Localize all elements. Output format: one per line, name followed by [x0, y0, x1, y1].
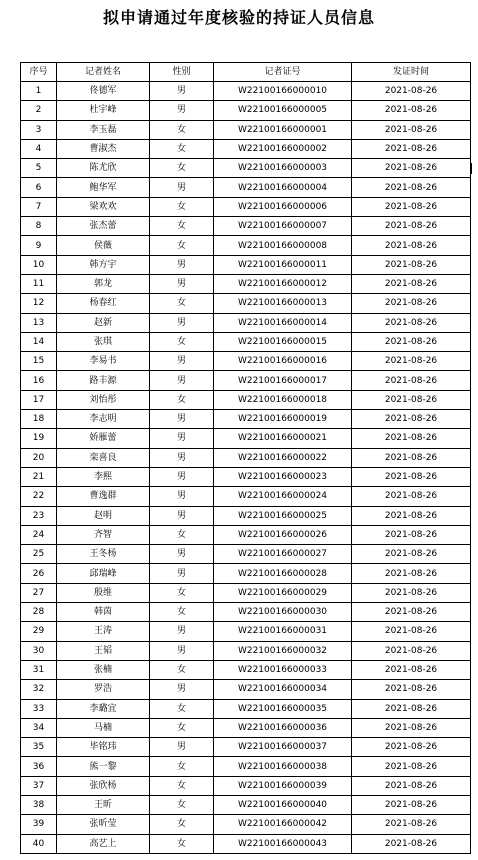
cell-issue-date: 2021-08-26: [352, 159, 471, 178]
table-row: [21, 352, 471, 371]
cell-reporter-name: 李易书: [57, 352, 150, 371]
cell-press-card-number: W22100166000019: [214, 410, 352, 429]
header-press-card-number: 记者证号: [214, 63, 352, 82]
cell-seq: 22: [21, 487, 57, 506]
cell-gender: 女: [150, 197, 214, 216]
cell-reporter-name: 王昕: [57, 795, 150, 814]
cell-press-card-number: W22100166000040: [214, 795, 352, 814]
cell-seq: 21: [21, 467, 57, 486]
cell-press-card-number: W22100166000028: [214, 564, 352, 583]
cell-seq: 12: [21, 294, 57, 313]
cell-seq: 37: [21, 776, 57, 795]
cell-seq: 39: [21, 815, 57, 834]
cell-reporter-name: 王涛: [57, 622, 150, 641]
table-row: [21, 197, 471, 216]
cell-seq: 7: [21, 197, 57, 216]
table-row: [21, 139, 471, 158]
cell-seq: 38: [21, 795, 57, 814]
cell-seq: 16: [21, 371, 57, 390]
cell-press-card-number: W22100166000030: [214, 603, 352, 622]
personnel-table: [20, 62, 471, 854]
cell-reporter-name: 曹淑杰: [57, 139, 150, 158]
cell-press-card-number: W22100166000039: [214, 776, 352, 795]
cell-issue-date: 2021-08-26: [352, 583, 471, 602]
cell-seq: 29: [21, 622, 57, 641]
cell-gender: 女: [150, 776, 214, 795]
table-row: [21, 660, 471, 679]
cell-issue-date: 2021-08-26: [352, 622, 471, 641]
cell-reporter-name: 李玉磊: [57, 120, 150, 139]
cell-gender: 男: [150, 313, 214, 332]
cell-issue-date: 2021-08-26: [352, 564, 471, 583]
cell-press-card-number: W22100166000024: [214, 487, 352, 506]
table-header-row: [21, 63, 471, 82]
cell-issue-date: 2021-08-26: [352, 197, 471, 216]
cell-gender: 男: [150, 82, 214, 101]
cell-gender: 男: [150, 371, 214, 390]
cell-reporter-name: 殷维: [57, 583, 150, 602]
cell-issue-date: 2021-08-26: [352, 718, 471, 737]
cell-gender: 女: [150, 525, 214, 544]
table-row: [21, 815, 471, 834]
cell-reporter-name: 路丰源: [57, 371, 150, 390]
table-row: [21, 429, 471, 448]
cell-issue-date: 2021-08-26: [352, 487, 471, 506]
cell-press-card-number: W22100166000023: [214, 467, 352, 486]
cell-seq: 34: [21, 718, 57, 737]
table-row: [21, 603, 471, 622]
cell-gender: 男: [150, 255, 214, 274]
cell-issue-date: 2021-08-26: [352, 429, 471, 448]
cell-issue-date: 2021-08-26: [352, 371, 471, 390]
cell-reporter-name: 刘怡彤: [57, 390, 150, 409]
cell-gender: 女: [150, 120, 214, 139]
cell-reporter-name: 李璐宜: [57, 699, 150, 718]
table-row: [21, 390, 471, 409]
cell-press-card-number: W22100166000022: [214, 448, 352, 467]
cell-issue-date: 2021-08-26: [352, 467, 471, 486]
cell-seq: 31: [21, 660, 57, 679]
cell-issue-date: 2021-08-26: [352, 699, 471, 718]
cell-gender: 女: [150, 834, 214, 853]
cell-issue-date: 2021-08-26: [352, 680, 471, 699]
cell-seq: 6: [21, 178, 57, 197]
cell-reporter-name: 韩方宇: [57, 255, 150, 274]
table-row: [21, 82, 471, 101]
table-row: [21, 487, 471, 506]
cell-press-card-number: W22100166000015: [214, 332, 352, 351]
table-row: [21, 448, 471, 467]
cell-press-card-number: W22100166000014: [214, 313, 352, 332]
cell-issue-date: 2021-08-26: [352, 506, 471, 525]
cell-press-card-number: W22100166000026: [214, 525, 352, 544]
cell-issue-date: 2021-08-26: [352, 139, 471, 158]
cell-press-card-number: W22100166000004: [214, 178, 352, 197]
cell-reporter-name: 张杰蕾: [57, 217, 150, 236]
cell-issue-date: 2021-08-26: [352, 448, 471, 467]
cell-seq: 5: [21, 159, 57, 178]
cell-press-card-number: W22100166000036: [214, 718, 352, 737]
table-row: [21, 178, 471, 197]
cell-gender: 男: [150, 448, 214, 467]
table-row: [21, 776, 471, 795]
cell-issue-date: 2021-08-26: [352, 178, 471, 197]
cell-reporter-name: 王韬: [57, 641, 150, 660]
page-title: 拟申请通过年度核验的持证人员信息: [102, 8, 375, 27]
cell-seq: 30: [21, 641, 57, 660]
cell-gender: 女: [150, 583, 214, 602]
cell-issue-date: 2021-08-26: [352, 274, 471, 293]
cell-seq: 14: [21, 332, 57, 351]
cell-seq: 32: [21, 680, 57, 699]
cell-press-card-number: W22100166000042: [214, 815, 352, 834]
cell-gender: 男: [150, 680, 214, 699]
cell-seq: 20: [21, 448, 57, 467]
cell-reporter-name: 鲍华军: [57, 178, 150, 197]
cell-issue-date: 2021-08-26: [352, 217, 471, 236]
cell-reporter-name: 齐智: [57, 525, 150, 544]
cell-gender: 女: [150, 718, 214, 737]
cell-seq: 23: [21, 506, 57, 525]
table-row: [21, 699, 471, 718]
cell-press-card-number: W22100166000032: [214, 641, 352, 660]
cell-gender: 女: [150, 390, 214, 409]
cell-press-card-number: W22100166000016: [214, 352, 352, 371]
cell-reporter-name: 杜宇峰: [57, 101, 150, 120]
cell-seq: 24: [21, 525, 57, 544]
header-gender: 性别: [150, 63, 214, 82]
cell-seq: 40: [21, 834, 57, 853]
cell-gender: 女: [150, 603, 214, 622]
table-row: [21, 294, 471, 313]
cell-issue-date: 2021-08-26: [352, 294, 471, 313]
cell-seq: 15: [21, 352, 57, 371]
cell-seq: 25: [21, 545, 57, 564]
table-row: [21, 101, 471, 120]
table-row: [21, 525, 471, 544]
cell-press-card-number: W22100166000025: [214, 506, 352, 525]
cell-issue-date: 2021-08-26: [352, 120, 471, 139]
cell-press-card-number: W22100166000034: [214, 680, 352, 699]
cell-reporter-name: 佟德军: [57, 82, 150, 101]
cell-reporter-name: 侯薇: [57, 236, 150, 255]
table-row: [21, 795, 471, 814]
table-row: [21, 718, 471, 737]
cell-press-card-number: W22100166000008: [214, 236, 352, 255]
cell-press-card-number: W22100166000038: [214, 757, 352, 776]
cell-gender: 男: [150, 274, 214, 293]
cell-issue-date: 2021-08-26: [352, 795, 471, 814]
header-issue-date: 发证时间: [352, 63, 471, 82]
cell-gender: 男: [150, 506, 214, 525]
cell-reporter-name: 李熙: [57, 467, 150, 486]
cell-press-card-number: W22100166000007: [214, 217, 352, 236]
cell-issue-date: 2021-08-26: [352, 545, 471, 564]
cell-gender: 女: [150, 236, 214, 255]
cell-reporter-name: 王冬杨: [57, 545, 150, 564]
cell-press-card-number: W22100166000021: [214, 429, 352, 448]
cell-press-card-number: W22100166000033: [214, 660, 352, 679]
cell-gender: 男: [150, 738, 214, 757]
table-row: [21, 757, 471, 776]
cell-gender: 男: [150, 487, 214, 506]
cell-gender: 男: [150, 352, 214, 371]
cell-gender: 男: [150, 101, 214, 120]
cell-reporter-name: 杨春红: [57, 294, 150, 313]
cell-reporter-name: 娇雁蕾: [57, 429, 150, 448]
cell-reporter-name: 曹逸群: [57, 487, 150, 506]
table-row: [21, 738, 471, 757]
table-row: [21, 332, 471, 351]
cell-gender: 男: [150, 545, 214, 564]
cell-issue-date: 2021-08-26: [352, 815, 471, 834]
cell-seq: 18: [21, 410, 57, 429]
cell-seq: 3: [21, 120, 57, 139]
cell-gender: 女: [150, 699, 214, 718]
cell-seq: 33: [21, 699, 57, 718]
table-row: [21, 564, 471, 583]
table-row: [21, 159, 471, 178]
cell-seq: 1: [21, 82, 57, 101]
cell-reporter-name: 栾喜良: [57, 448, 150, 467]
cell-reporter-name: 赵明: [57, 506, 150, 525]
cell-press-card-number: W22100166000002: [214, 139, 352, 158]
cell-issue-date: 2021-08-26: [352, 834, 471, 853]
cell-gender: 女: [150, 757, 214, 776]
cell-issue-date: 2021-08-26: [352, 410, 471, 429]
cell-issue-date: 2021-08-26: [352, 641, 471, 660]
cell-gender: 女: [150, 795, 214, 814]
cell-issue-date: 2021-08-26: [352, 390, 471, 409]
cell-seq: 28: [21, 603, 57, 622]
cell-reporter-name: 李志明: [57, 410, 150, 429]
cell-issue-date: 2021-08-26: [352, 101, 471, 120]
cell-issue-date: 2021-08-26: [352, 313, 471, 332]
cell-seq: 9: [21, 236, 57, 255]
cell-reporter-name: 陈尤欣: [57, 159, 150, 178]
cell-press-card-number: W22100166000005: [214, 101, 352, 120]
cell-press-card-number: W22100166000006: [214, 197, 352, 216]
table-row: [21, 236, 471, 255]
cell-issue-date: 2021-08-26: [352, 255, 471, 274]
cell-press-card-number: W22100166000027: [214, 545, 352, 564]
cell-reporter-name: 张欣杨: [57, 776, 150, 795]
cell-gender: 男: [150, 564, 214, 583]
cell-seq: 26: [21, 564, 57, 583]
cell-seq: 19: [21, 429, 57, 448]
cell-press-card-number: W22100166000031: [214, 622, 352, 641]
table-row: [21, 217, 471, 236]
cell-reporter-name: 梁欢欢: [57, 197, 150, 216]
cell-seq: 27: [21, 583, 57, 602]
cell-press-card-number: W22100166000011: [214, 255, 352, 274]
cell-reporter-name: 熊一黎: [57, 757, 150, 776]
table-row: [21, 313, 471, 332]
cell-press-card-number: W22100166000018: [214, 390, 352, 409]
cell-gender: 女: [150, 332, 214, 351]
cell-reporter-name: 韩茵: [57, 603, 150, 622]
cell-reporter-name: 高艺上: [57, 834, 150, 853]
cell-seq: 13: [21, 313, 57, 332]
cell-gender: 女: [150, 139, 214, 158]
cell-issue-date: 2021-08-26: [352, 757, 471, 776]
cell-gender: 女: [150, 217, 214, 236]
cell-press-card-number: W22100166000017: [214, 371, 352, 390]
table-row: [21, 467, 471, 486]
cell-press-card-number: W22100166000029: [214, 583, 352, 602]
cell-issue-date: 2021-08-26: [352, 332, 471, 351]
cell-seq: 11: [21, 274, 57, 293]
cell-gender: 男: [150, 641, 214, 660]
cell-issue-date: 2021-08-26: [352, 738, 471, 757]
cell-press-card-number: W22100166000001: [214, 120, 352, 139]
edge-marker: [470, 163, 472, 174]
cell-press-card-number: W22100166000043: [214, 834, 352, 853]
table-row: [21, 274, 471, 293]
cell-seq: 4: [21, 139, 57, 158]
cell-issue-date: 2021-08-26: [352, 776, 471, 795]
table-row: [21, 371, 471, 390]
cell-press-card-number: W22100166000013: [214, 294, 352, 313]
cell-seq: 17: [21, 390, 57, 409]
cell-seq: 10: [21, 255, 57, 274]
cell-gender: 女: [150, 660, 214, 679]
header-reporter-name: 记者姓名: [57, 63, 150, 82]
table-row: [21, 583, 471, 602]
cell-press-card-number: W22100166000012: [214, 274, 352, 293]
cell-reporter-name: 赵新: [57, 313, 150, 332]
table-row: [21, 680, 471, 699]
cell-issue-date: 2021-08-26: [352, 82, 471, 101]
cell-issue-date: 2021-08-26: [352, 352, 471, 371]
cell-reporter-name: 马楠: [57, 718, 150, 737]
cell-press-card-number: W22100166000003: [214, 159, 352, 178]
table-row: [21, 506, 471, 525]
table-row: [21, 834, 471, 853]
cell-press-card-number: W22100166000035: [214, 699, 352, 718]
cell-gender: 女: [150, 159, 214, 178]
cell-reporter-name: 邱瑞峰: [57, 564, 150, 583]
cell-press-card-number: W22100166000010: [214, 82, 352, 101]
cell-gender: 女: [150, 294, 214, 313]
table-row: [21, 255, 471, 274]
table-row: [21, 622, 471, 641]
cell-press-card-number: W22100166000037: [214, 738, 352, 757]
header-seq: 序号: [21, 63, 57, 82]
cell-gender: 男: [150, 429, 214, 448]
table-row: [21, 641, 471, 660]
cell-reporter-name: 张琪: [57, 332, 150, 351]
cell-seq: 35: [21, 738, 57, 757]
cell-issue-date: 2021-08-26: [352, 236, 471, 255]
cell-reporter-name: 罗浩: [57, 680, 150, 699]
cell-reporter-name: 毕铭玮: [57, 738, 150, 757]
cell-reporter-name: 张楠: [57, 660, 150, 679]
cell-seq: 36: [21, 757, 57, 776]
cell-gender: 男: [150, 622, 214, 641]
cell-issue-date: 2021-08-26: [352, 660, 471, 679]
table-row: [21, 120, 471, 139]
cell-seq: 8: [21, 217, 57, 236]
cell-gender: 男: [150, 467, 214, 486]
table-row: [21, 545, 471, 564]
cell-issue-date: 2021-08-26: [352, 525, 471, 544]
cell-reporter-name: 郭龙: [57, 274, 150, 293]
cell-reporter-name: 张昕莹: [57, 815, 150, 834]
cell-gender: 男: [150, 410, 214, 429]
cell-gender: 男: [150, 178, 214, 197]
cell-gender: 女: [150, 815, 214, 834]
cell-issue-date: 2021-08-26: [352, 603, 471, 622]
table-body: [21, 82, 471, 854]
table-row: [21, 410, 471, 429]
cell-seq: 2: [21, 101, 57, 120]
